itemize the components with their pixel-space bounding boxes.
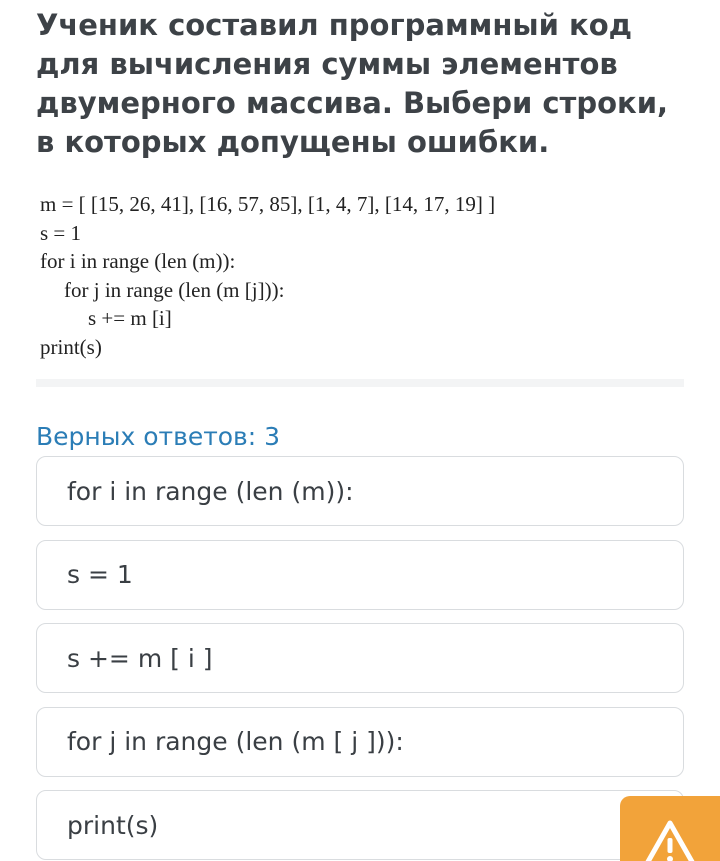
code-snippet-image — [40, 190, 660, 361]
answer-option-label: for j in range (len (m [ j ])): — [67, 727, 404, 756]
answer-options-list — [36, 456, 684, 861]
question-title: Ученик составил программный код для вычисления суммы элементов двумерного массива. Выбери строки, в которых допущены ошибки. — [36, 8, 669, 159]
answer-option-label: s += m [ i ] — [67, 643, 213, 673]
warning-icon — [642, 818, 698, 861]
answer-option[interactable] — [36, 540, 684, 610]
answer-option-label: print(s) — [67, 810, 159, 840]
answer-option[interactable] — [36, 623, 684, 693]
answer-option-label: for i in range (len (m)): — [67, 476, 354, 506]
answer-option[interactable] — [36, 790, 684, 860]
code-line: s += m [i] — [88, 306, 172, 330]
answer-option-label: s = 1 — [67, 560, 133, 589]
code-line: m = [ [15, 26, 41], [16, 57, 85], [1, 4, 7], [14, 17, 19] ] — [40, 192, 496, 216]
code-line: for j in range (len (m [j])): — [64, 277, 285, 302]
report-problem-button[interactable] — [620, 796, 720, 861]
section-divider — [36, 379, 684, 387]
code-line: s = 1 — [40, 220, 82, 245]
code-line: print(s) — [40, 334, 102, 359]
answer-option[interactable] — [36, 456, 684, 526]
correct-answers-count: Верных ответов: 3 — [36, 422, 281, 451]
code-line: for i in range (len (m)): — [40, 249, 236, 273]
answer-option[interactable] — [36, 707, 684, 777]
